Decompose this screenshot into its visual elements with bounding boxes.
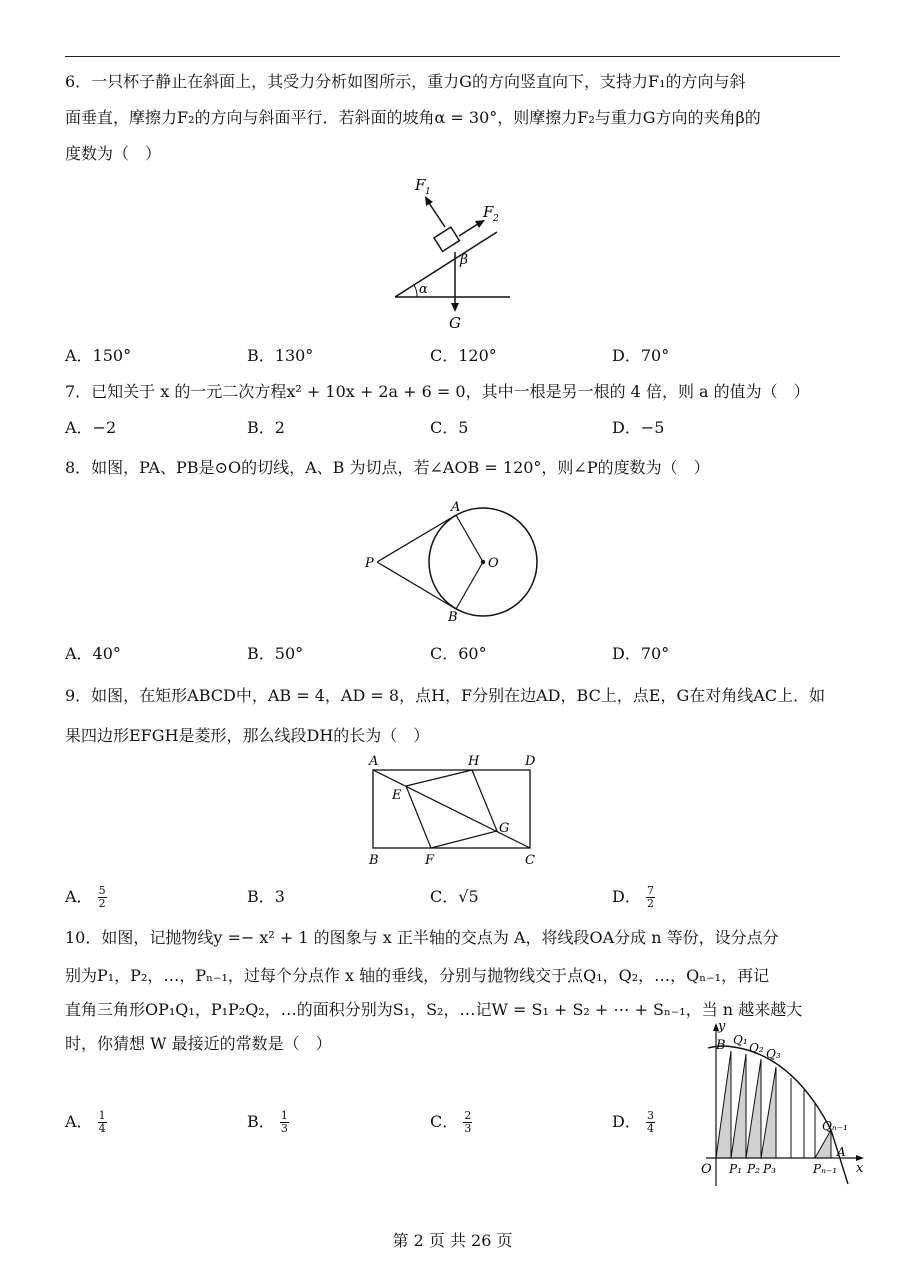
label-d: D — [525, 754, 536, 769]
q8-option-a: A．40° — [65, 644, 121, 663]
frac-den: 3 — [464, 1122, 472, 1135]
q10-option-a: A． $\frac{1}{4}$ — [65, 1109, 106, 1135]
q9-line-1: 9．如图，在矩形ABCD中，AB = 4，AD = 8，点H，F分别在边AD，BC上，点E，G在对角线AC上．如 — [65, 686, 826, 705]
q6-option-b: B．130° — [247, 346, 314, 365]
q10-line-3: 直角三角形OP₁Q₁，P₁P₂Q₂，…的面积分别为S₁，S₂，…记W = S₁ + S₂ + ⋯ + Sₙ₋₁，当 n 越来越大 — [65, 1000, 803, 1019]
q10-option-d: D． $\frac{3}{4}$ — [612, 1109, 654, 1135]
label-h: H — [468, 754, 480, 769]
label-q1: Q₁ — [733, 1033, 748, 1047]
label-p1: P₁ — [729, 1162, 742, 1176]
beta-label: β — [460, 252, 469, 268]
label-a: A — [451, 500, 461, 515]
q10-line-2: 别为P₁，P₂，…，Pₙ₋₁，过每个分点作 x 轴的垂线，分别与抛物线交于点Q₁，Q₂，…，Qₙ₋₁，再记 — [65, 966, 770, 985]
q10-figure — [700, 1018, 870, 1190]
label-o: O — [488, 556, 499, 571]
frac-den: 4 — [646, 1122, 654, 1135]
q7-option-d: D．−5 — [612, 418, 665, 437]
q7-line-1: 7．已知关于 x 的一元二次方程x² + 10x + 2a + 6 = 0，其中一根是另一根的 4 倍，则 a 的值为（ ） — [65, 382, 810, 401]
label-e: E — [392, 788, 402, 803]
label-p3: P₃ — [763, 1162, 776, 1176]
q8-figure — [360, 497, 545, 627]
frac-num: 7 — [646, 884, 654, 897]
frac-num: 3 — [646, 1109, 654, 1122]
q9-option-c: C．√5 — [430, 887, 479, 906]
q9-option-b: B．3 — [247, 887, 285, 906]
frac-num: 5 — [98, 884, 106, 897]
label-q3: Q₃ — [766, 1047, 781, 1061]
q7-option-a: A．−2 — [65, 418, 117, 437]
q10-option-c: C． $\frac{2}{3}$ — [430, 1109, 472, 1135]
q8-line-1: 8．如图，PA、PB是⊙O的切线，A、B 为切点，若∠AOB = 120°，则∠P的度数为（ ） — [65, 458, 710, 477]
label-b: B — [448, 610, 458, 625]
q6-option-d: D．70° — [612, 346, 670, 365]
label-p2: P₂ — [747, 1162, 760, 1176]
q6-option-c: C．120° — [430, 346, 497, 365]
frac-den: 3 — [280, 1122, 288, 1135]
header-rule — [65, 56, 840, 57]
q6-option-a: A．150° — [65, 346, 132, 365]
label-a: A — [369, 754, 379, 769]
alpha-label: α — [419, 282, 428, 297]
g-label: G — [449, 314, 461, 332]
label-pn: Pₙ₋₁ — [813, 1162, 838, 1176]
label-b: B — [369, 853, 379, 868]
frac-den: 4 — [98, 1122, 106, 1135]
q10-line-1: 10．如图，记抛物线y =− x² + 1 的图象与 x 正半轴的交点为 A，将线段OA分成 n 等份，设分点分 — [65, 928, 779, 947]
f2-sub: 2 — [493, 214, 499, 224]
label-q2: Q₂ — [749, 1041, 764, 1055]
q6-line-3: 度数为（ ） — [65, 144, 162, 163]
q9-line-2: 果四边形EFGH是菱形，那么线段DH的长为（ ） — [65, 726, 430, 745]
f1-sub: 1 — [425, 187, 431, 197]
q6-figure — [385, 172, 525, 332]
q6-line-2: 面垂直，摩擦力F₂的方向与斜面平行．若斜面的坡角α = 30°，则摩擦力F₂与重力G方向的夹角β的 — [65, 108, 761, 127]
q8-option-c: C．60° — [430, 644, 487, 663]
label-qn: Qₙ₋₁ — [822, 1119, 848, 1133]
q8-option-b: B．50° — [247, 644, 304, 663]
frac-num: 1 — [98, 1109, 106, 1122]
label-c: C — [525, 853, 535, 868]
f1-label: F — [415, 176, 426, 194]
axis-y-label: y — [718, 1019, 726, 1034]
frac-num: 2 — [464, 1109, 472, 1122]
q10-line-4: 时，你猜想 W 最接近的常数是（ ） — [65, 1034, 332, 1053]
q7-option-b: B．2 — [247, 418, 285, 437]
page-footer: 第 2 页 共 26 页 — [392, 1231, 513, 1250]
label-b: B — [716, 1038, 726, 1053]
label-p: P — [365, 556, 374, 571]
frac-den: 2 — [98, 897, 106, 910]
frac-num: 1 — [280, 1109, 288, 1122]
f2-label: F — [483, 203, 494, 221]
q8-option-d: D．70° — [612, 644, 670, 663]
q6-line-1: 6．一只杯子静止在斜面上，其受力分析如图所示，重力G的方向竖直向下，支持力F₁的方向与斜 — [65, 72, 746, 91]
label-a: A — [837, 1145, 846, 1159]
label-g: G — [499, 821, 510, 836]
q7-option-c: C．5 — [430, 418, 469, 437]
label-o: O — [701, 1162, 712, 1177]
q9-figure — [365, 752, 545, 868]
label-f: F — [425, 853, 435, 868]
q9-option-d: D． $\frac{7}{2}$ — [612, 884, 654, 910]
frac-den: 2 — [646, 897, 654, 910]
axis-x-label: x — [856, 1161, 864, 1176]
q9-option-a: A． $\frac{5}{2}$ — [65, 884, 106, 910]
q10-option-b: B． $\frac{1}{3}$ — [247, 1109, 288, 1135]
